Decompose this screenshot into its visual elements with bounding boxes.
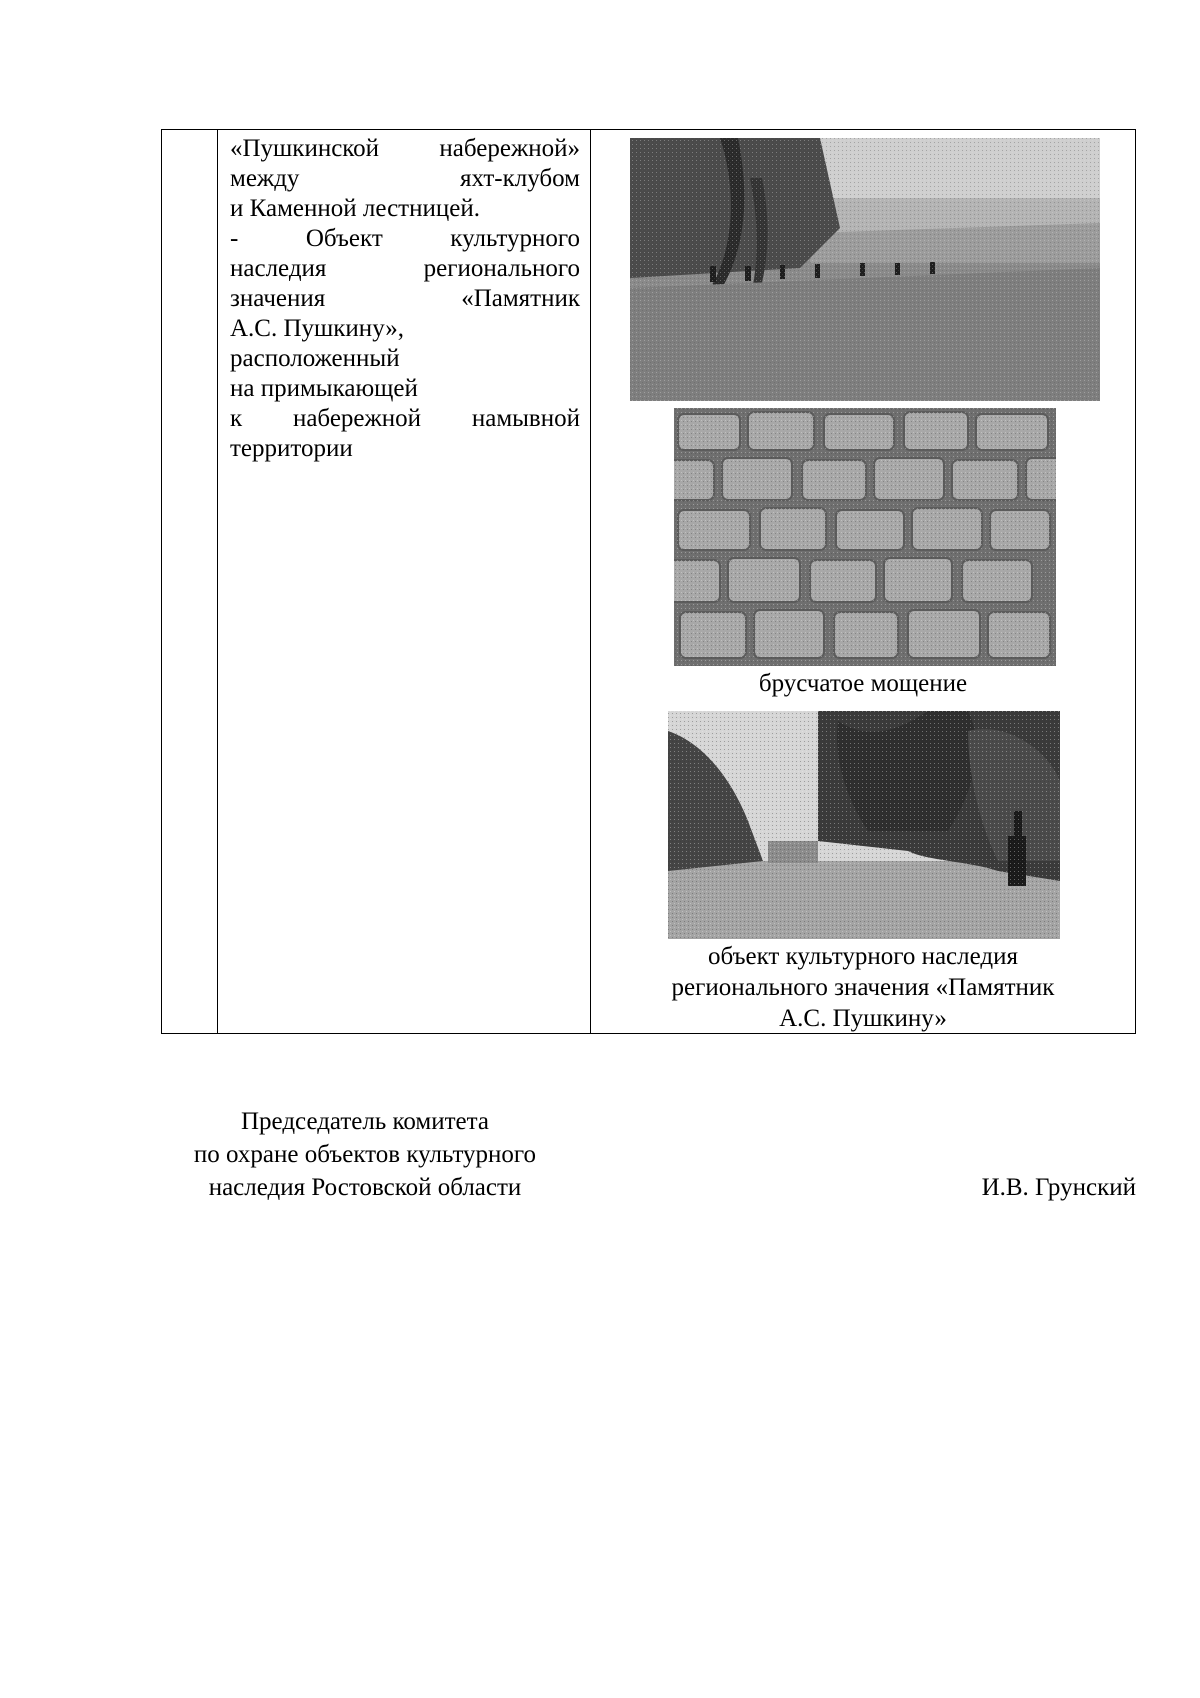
monument-caption-line: А.С. Пушкину» — [779, 1005, 947, 1032]
objects-table — [161, 129, 1136, 1034]
description-line: расположенный — [230, 345, 400, 372]
monument-photo — [668, 711, 1060, 939]
paving-photo — [674, 408, 1056, 666]
column-divider-1 — [217, 130, 218, 1033]
signer-name: И.В. Грунский — [981, 1174, 1136, 1201]
description-line: «Пушкинской набережной» — [230, 135, 580, 162]
description-line: территории — [230, 435, 353, 462]
description-line: и Каменной лестницей. — [230, 195, 480, 222]
description-line: между яхт-клубом — [230, 165, 580, 192]
signer-title-line: по охране объектов культурного — [193, 1141, 537, 1168]
embankment-photo — [630, 138, 1100, 401]
description-line: наследия регионального — [230, 255, 580, 282]
description-line: на примыкающей — [230, 375, 418, 402]
description-line: к набережной намывной — [230, 405, 580, 432]
monument-caption-line: регионального значения «Памятник — [671, 974, 1055, 1001]
signer-title-line: наследия Ростовской области — [208, 1174, 522, 1201]
description-line: значения «Памятник — [230, 285, 580, 312]
object-description-cell — [230, 134, 580, 464]
description-line: А.С. Пушкину», — [230, 315, 405, 342]
signer-title-line: Председатель комитета — [241, 1108, 489, 1135]
description-line: - Объект культурного — [230, 225, 580, 252]
paving-caption: брусчатое мощение — [758, 670, 968, 697]
column-divider-2 — [590, 130, 591, 1033]
monument-caption-line: объект культурного наследия — [708, 943, 1018, 970]
monument-caption — [590, 941, 1136, 1034]
signer-title — [150, 1105, 580, 1204]
